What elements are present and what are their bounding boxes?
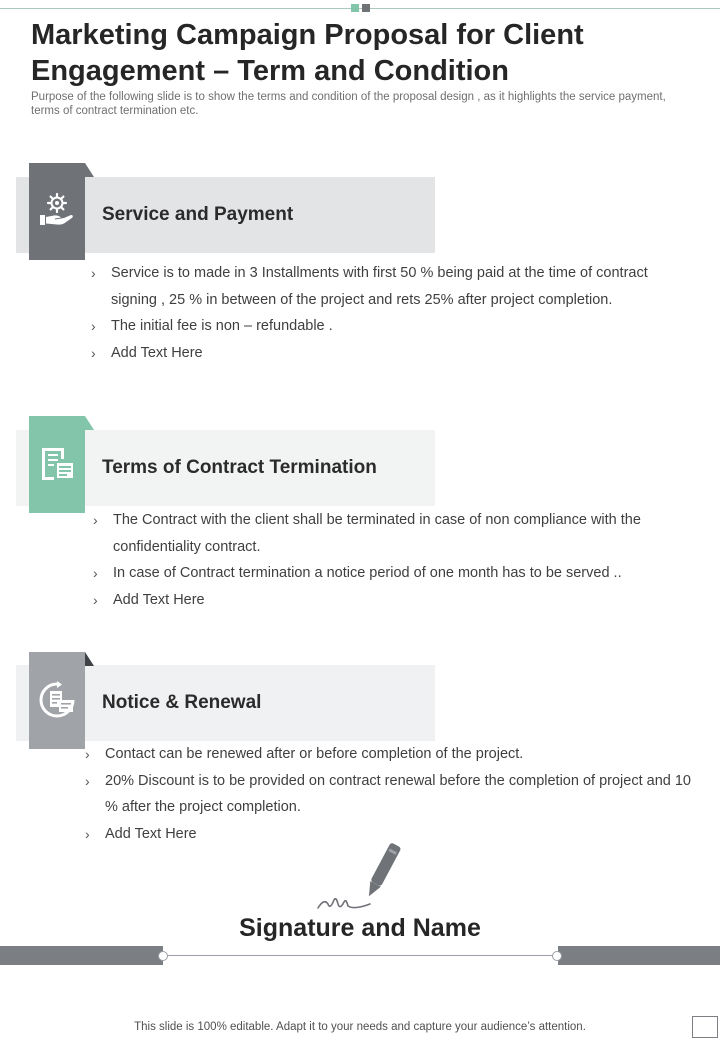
signature-bar-left xyxy=(0,946,163,965)
section-bullet-list xyxy=(93,507,673,613)
icon-tab-corner xyxy=(85,416,94,430)
list-item: › The Contract with the client shall be terminated in case of non compliance with the confidentiality contract. xyxy=(93,507,673,560)
list-item: › 20% Discount is to be provided on contract renewal before the completion of project and 10 % after the project completion. xyxy=(85,768,705,821)
section-bullet-list xyxy=(91,260,671,366)
list-item: › Add Text Here xyxy=(93,587,673,614)
list-item: › Contact can be renewed after or before completion of the project. xyxy=(85,741,705,768)
pen-signature-icon xyxy=(314,838,406,916)
chevron-right-icon: › xyxy=(91,265,96,281)
footer-note: This slide is 100% editable. Adapt it to your needs and capture your audience’s attention. xyxy=(134,1021,586,1033)
section-heading: Service and Payment xyxy=(102,204,294,225)
list-item: › The initial fee is non – refundable . xyxy=(91,313,671,340)
chevron-right-icon: › xyxy=(93,565,98,581)
chevron-right-icon: › xyxy=(85,746,90,762)
top-divider-line xyxy=(0,8,720,9)
corner-box xyxy=(692,1016,718,1038)
section-heading: Terms of Contract Termination xyxy=(102,457,377,478)
list-item: › Service is to made in 3 Installments with first 50 % being paid at the time of contract signing , 25 % in between of the project and rets 25% after project completion. xyxy=(91,260,671,313)
signature-line xyxy=(163,955,558,956)
signature-line-dot-right xyxy=(552,951,562,961)
top-gray-square xyxy=(362,4,370,12)
icon-tab-corner xyxy=(85,652,94,666)
list-item: › In case of Contract termination a notice period of one month has to be served .. xyxy=(93,560,673,587)
top-green-square xyxy=(351,4,359,12)
chevron-right-icon: › xyxy=(91,344,96,361)
chevron-right-icon: › xyxy=(93,512,98,528)
section-bullet-list xyxy=(85,741,705,847)
chevron-right-icon: › xyxy=(91,318,96,334)
list-item: › Add Text Here xyxy=(85,821,705,848)
list-item: › Add Text Here xyxy=(91,340,671,367)
signature-title: Signature and Name xyxy=(239,914,481,942)
section-heading: Notice & Renewal xyxy=(102,692,262,713)
page-subtitle: Purpose of the following slide is to show the terms and condition of the proposal design , as it highlights the service payment, terms of contract termination etc. xyxy=(31,91,666,117)
chevron-right-icon: › xyxy=(93,591,98,608)
chevron-right-icon: › xyxy=(85,772,90,789)
signature-line-dot-left xyxy=(158,951,168,961)
page-title: Marketing Campaign Proposal for Client Engagement – Term and Condition xyxy=(31,19,584,87)
contract-document-icon xyxy=(29,416,85,513)
renewal-document-icon xyxy=(29,652,85,749)
signature-bar-right xyxy=(558,946,720,965)
chevron-right-icon: › xyxy=(85,825,90,842)
hand-gear-icon xyxy=(29,163,85,260)
icon-tab-corner xyxy=(85,163,94,177)
